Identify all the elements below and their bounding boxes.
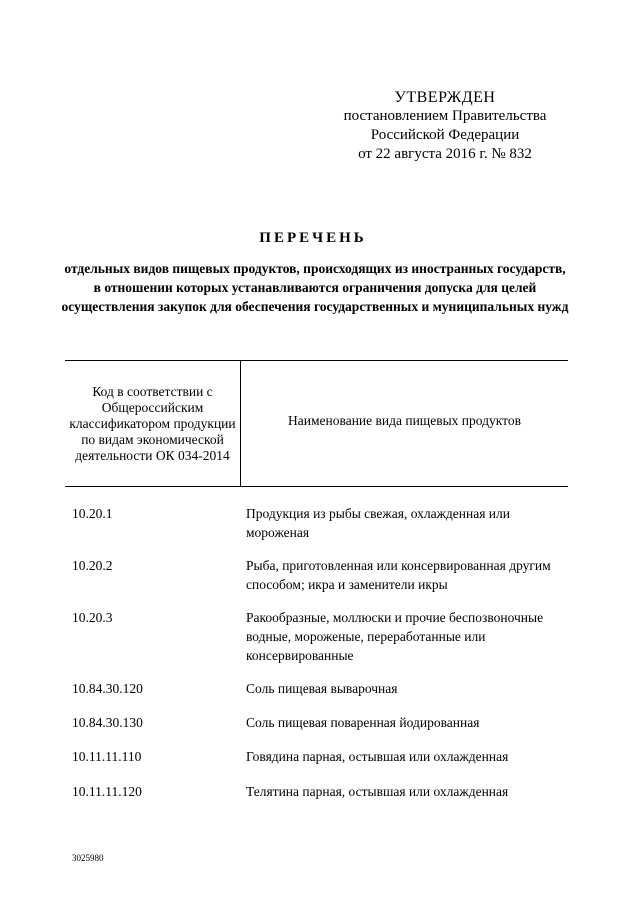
row-code: 10.20.3 — [72, 610, 113, 625]
row-name: Говядина парная, остывшая или охлажденная — [246, 749, 509, 764]
document-title: ПЕРЕЧЕНЬ — [259, 230, 367, 246]
table-header — [65, 360, 568, 487]
column-header-code: Код в соответствии с Общероссийским классификатором продукции по видам экономической деятельности ОК 034-2014 — [65, 361, 241, 486]
row-name: Соль пищевая поваренная йодированная — [246, 715, 480, 730]
row-code: 10.84.30.120 — [72, 681, 143, 696]
row-name: Продукция из рыбы свежая, охлажденная или мороженая — [246, 506, 510, 540]
row-name: Соль пищевая выварочная — [246, 681, 398, 696]
column-header-name: Наименование вида пищевых продуктов — [288, 412, 521, 428]
document-subtitle: отдельных видов пищевых продуктов, происходящих из иностранных государств, в отношении которых устанавливаются ограничения допуска для целей осуществления закупок для обеспечения государственных и муниципальных нужд — [61, 261, 569, 314]
approval-line-2: Российской Федерации — [370, 127, 520, 143]
footer-number: 3025980 — [72, 853, 104, 863]
approval-line-1: постановлением Правительства — [343, 108, 547, 124]
row-code: 10.20.2 — [72, 558, 113, 573]
row-code: 10.84.30.130 — [72, 715, 143, 730]
row-code: 10.11.11.110 — [72, 749, 142, 764]
approval-head: УТВЕРЖДЕН — [394, 89, 496, 106]
approval-line-3: от 22 августа 2016 г. № 832 — [358, 146, 532, 162]
row-name: Ракообразные, моллюски и прочие беспозвоночные водные, мороженые, переработанные или консервированные — [246, 610, 544, 663]
row-code: 10.11.11.120 — [72, 784, 142, 799]
approval-block — [330, 88, 560, 164]
row-code: 10.20.1 — [72, 506, 113, 521]
row-name: Рыба, приготовленная или консервированная другим способом; икра и заменители икры — [246, 558, 551, 592]
row-name: Телятина парная, остывшая или охлажденная — [246, 784, 509, 799]
